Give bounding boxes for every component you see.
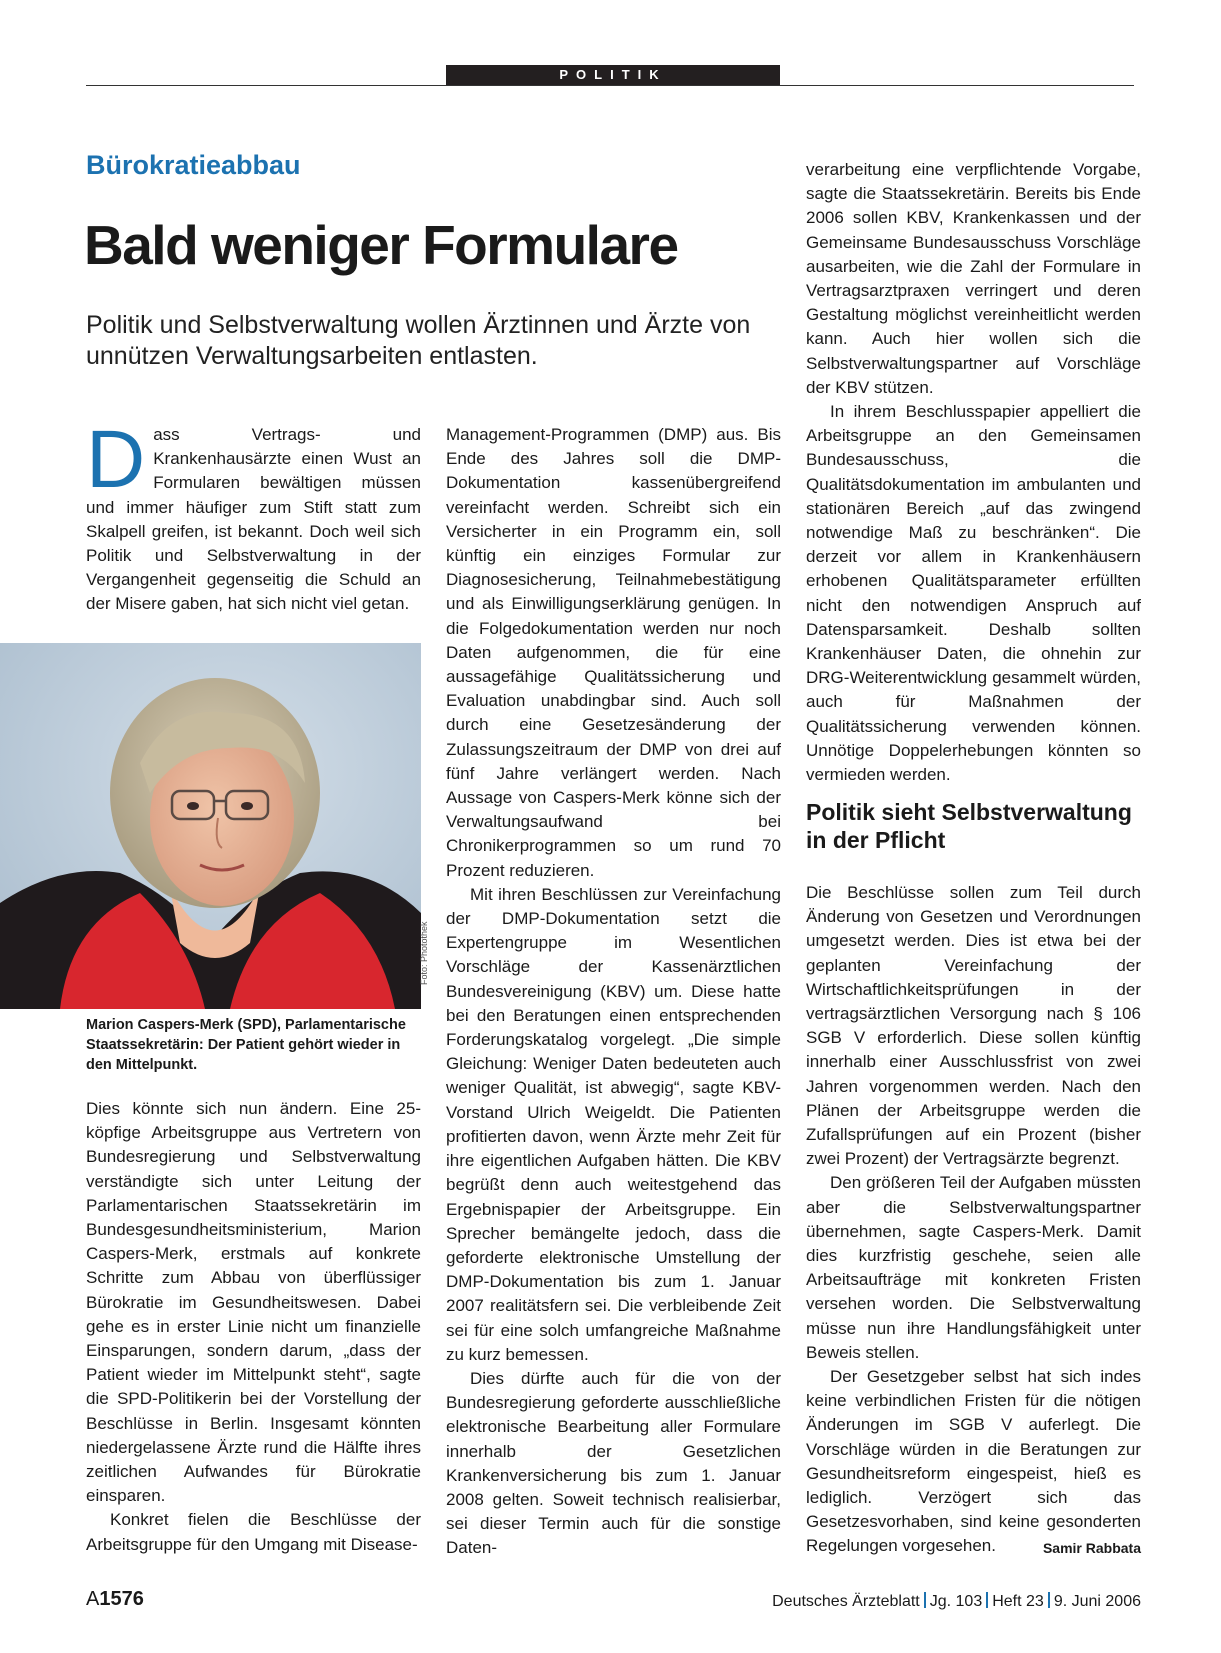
body-paragraph: Mit ihren Beschlüssen zur Vereinfachung der DMP-Dokumentation setzt die Expertengruppe im Wesentlichen Vorschläge der Kassenärztlichen Bundesvereinigung (KBV) um. Diese hatte bei den Beratungen einen entsprechenden Forderungskatalog vorgelegt. „Die simple Gleichung: Weniger Daten bedeuteten auch weniger Qualität, ist abwegig“, sagte KBV-Vorstand Ulrich Weigeldt. Die Patienten profitierten davon, wenn Ärzte mehr Zeit für ihre eigentlichen Aufgaben hätten. Die KBV begrüßt denn auch weitestgehend das Ergebnispapier der Arbeitsgruppe. Ein Sprecher bemängelte jedoch, dass die geforderte elektronische Umstellung der DMP-Dokumentation bis zum 1. Januar 2007 realitätsfern sei. Die verbleibende Zeit sei für eine solch umfangreiche Maßnahme zu kurz bemessen. bbox=[446, 884, 781, 1364]
body-paragraph: Den größeren Teil der Aufgaben müssten aber die Selbstverwaltungspartner übernehmen, sagte Caspers-Merk. Damit dies kurzfristig geschehe, seien alle Arbeitsaufträge mit konkreten Fristen versehen worden. Die Selbstverwaltung müsse nun ihre Handlungsfähigkeit unter Beweis stellen. bbox=[806, 1173, 1141, 1362]
left-column bbox=[86, 1097, 421, 1557]
section-label: POLITIK bbox=[446, 65, 780, 85]
drop-cap: D bbox=[86, 414, 146, 505]
body-paragraph: Management-Programmen (DMP) aus. Bis Ende des Jahres soll die DMP-Dokumentation kassenübergreifend vereinfacht werden. Schreibt sich ein Versicherter in ein Programm ein, soll künftig ein einziges Formular zur Diagnosesicherung, Teilnahmebestätigung und als Einwilligungserklärung genügen. In die Folgedokumentation werden nur noch Daten aufgenommen, die für eine aussagefähige Qualitätssicherung und Evaluation unabdingbar sind. Auch soll durch eine Gesetzesänderung der Zulassungszeitraum der DMP von drei auf fünf Jahre verlängert werden. Nach Aussage von Caspers-Merk könne sich der Verwaltungsaufwand bei Chronikerprogrammen so um rund 70 Prozent reduzieren. bbox=[446, 425, 781, 880]
headline: Bald weniger Formulare bbox=[84, 214, 678, 276]
right-column-bottom bbox=[806, 881, 1141, 1561]
standfirst: Politik und Selbstverwaltung wollen Ärztinnen und Ärzte von unnützen Verwaltungsarbeiten entlasten. bbox=[86, 311, 751, 370]
body-paragraph: Dies dürfte auch für die von der Bundesregierung geforderte ausschließliche elektronische Bearbeitung aller Formulare innerhalb der Gesetzlichen Krankenversicherung bis zum 1. Januar 2008 gelten. Soweit technisch realisierbar, sei dieser Termin auch für die sonstige Daten- bbox=[446, 1368, 781, 1558]
footer-separator bbox=[1048, 1592, 1050, 1608]
body-paragraph: Dies könnte sich nun ändern. Eine 25-köpfige Arbeitsgruppe aus Vertretern von Bundesregierung und Selbstverwaltung verständigte sich unter Leitung der Parlamentarischen Staatssekretärin im Bundesgesundheitsministerium, Marion Caspers-Merk, erstmals auf konkrete Schritte zum Abbau von überflüssiger Bürokratie im Gesundheitswesen. Dabei gehe es in erster Linie nicht um finanzielle Einsparungen, sondern darum, „dass der Patient wieder im Mittelpunkt steht“, sagte die SPD-Politikerin bei der Vorstellung der Beschlüsse in Berlin. Insgesamt könnten niedergelassene Ärzte rund die Hälfte ihres zeitlichen Aufwandes für Bürokratie einsparen. bbox=[86, 1099, 421, 1506]
journal-name: Deutsches Ärzteblatt bbox=[772, 1593, 920, 1610]
body-paragraph: Die Beschlüsse sollen zum Teil durch Änderung von Gesetzen und Verordnungen umgesetzt werden. Dies ist etwa bei der geplanten Vereinfachung der Wirtschaftlichkeitsprüfungen in der vertragsärztlichen Versorgung nach § 106 SGB V erforderlich. Diese sollen künftig innerhalb einer Ausschlussfrist von zwei Jahren vorgenommen werden. Nach den Plänen der Arbeitsgruppe werden die Zufallsprüfungen auf ein Prozent (bisher zwei Prozent) der Vertragsärzte begrenzt. bbox=[806, 883, 1141, 1169]
footer-separator bbox=[924, 1592, 926, 1608]
photo-caption: Marion Caspers-Merk (SPD), Parlamentarische Staatssekretärin: Der Patient gehört wieder in den Mittelpunkt. bbox=[86, 1017, 406, 1073]
author-byline: Samir Rabbata bbox=[1042, 1540, 1141, 1557]
intro-column bbox=[86, 414, 421, 617]
page-prefix: A bbox=[86, 1588, 100, 1610]
portrait-illustration bbox=[0, 643, 421, 1009]
photo-credit: Foto: Photothek bbox=[419, 921, 429, 985]
page-number-value: 1576 bbox=[99, 1588, 144, 1610]
body-paragraph: In ihrem Beschlusspapier appelliert die Arbeitsgruppe an den Gemeinsamen Bundesausschuss, die Qualitätsdokumentation im ambulanten und stationären Bereich „auf das zwingend notwendige Maß zu beschränken“. Die derzeit vor allem in Krankenhäusern erhobenen Qualitätsparameter erfüllten nicht den notwendigen Anspruch auf Datensparsamkeit. Deshalb sollten Krankenhäuser Daten, die ohnehin zur DRG-Weiterentwicklung gesammelt würden, auch für Maßnahmen der Qualitätssicherung verwenden können. Unnötige Doppelerhebungen könnten so vermieden werden. bbox=[806, 402, 1141, 785]
journal-issue: Heft 23 bbox=[992, 1593, 1044, 1610]
journal-footer bbox=[772, 1592, 1141, 1611]
final-paragraph-text: Der Gesetzgeber selbst hat sich indes keine verbindlichen Fristen für die nötigen Änderungen im SGB V auferlegt. Die Vorschläge würden in die Beratungen zur Gesundheitsreform eingespeist, hieß es lediglich. Verzögert sich das Gesetzesvorhaben, sind keine gesonderten Regelungen vorgesehen. bbox=[806, 1367, 1141, 1556]
intro-paragraph bbox=[86, 414, 421, 617]
body-paragraph: Konkret fielen die Beschlüsse der Arbeitsgruppe für den Umgang mit Disease- bbox=[86, 1510, 421, 1554]
journal-date: 9. Juni 2006 bbox=[1053, 1593, 1141, 1610]
right-column-top bbox=[806, 158, 1141, 787]
top-rule bbox=[86, 85, 1134, 86]
body-paragraph: verarbeitung eine verpflichtende Vorgabe, sagte die Staatssekretärin. Bereits bis Ende 2006 sollen KBV, Krankenkassen und der Gemeinsame Bundesausschuss Vorschläge ausarbeiten, wie die Zahl der Formulare in Vertragsarztpraxen verringert und deren Gestaltung möglichst vereinheitlicht werden kann. Auch hier wollen sich die Selbstverwaltungspartner auf Vorschläge der KBV stützen. bbox=[806, 160, 1141, 397]
subheading: Politik sieht Selbstverwaltung in der Pflicht bbox=[806, 799, 1132, 853]
kicker: Bürokratieabbau bbox=[86, 150, 301, 180]
intro-text: ass Vertrags- und Krankenhausärzte einen Wust an Formularen bewältigen müssen und immer häufiger zum Stift statt zum Skalpell greifen, ist bekannt. Doch weil sich Politik und Selbstverwaltung in der Vergangenheit gegenseitig die Schuld an der Misere gaben, hat sich nicht viel getan. bbox=[86, 425, 421, 614]
portrait-photo bbox=[0, 643, 421, 1009]
middle-column bbox=[446, 423, 781, 1561]
footer-separator bbox=[986, 1592, 988, 1608]
body-paragraph bbox=[806, 1365, 1141, 1559]
journal-volume: Jg. 103 bbox=[929, 1593, 983, 1610]
page-number bbox=[86, 1588, 144, 1611]
